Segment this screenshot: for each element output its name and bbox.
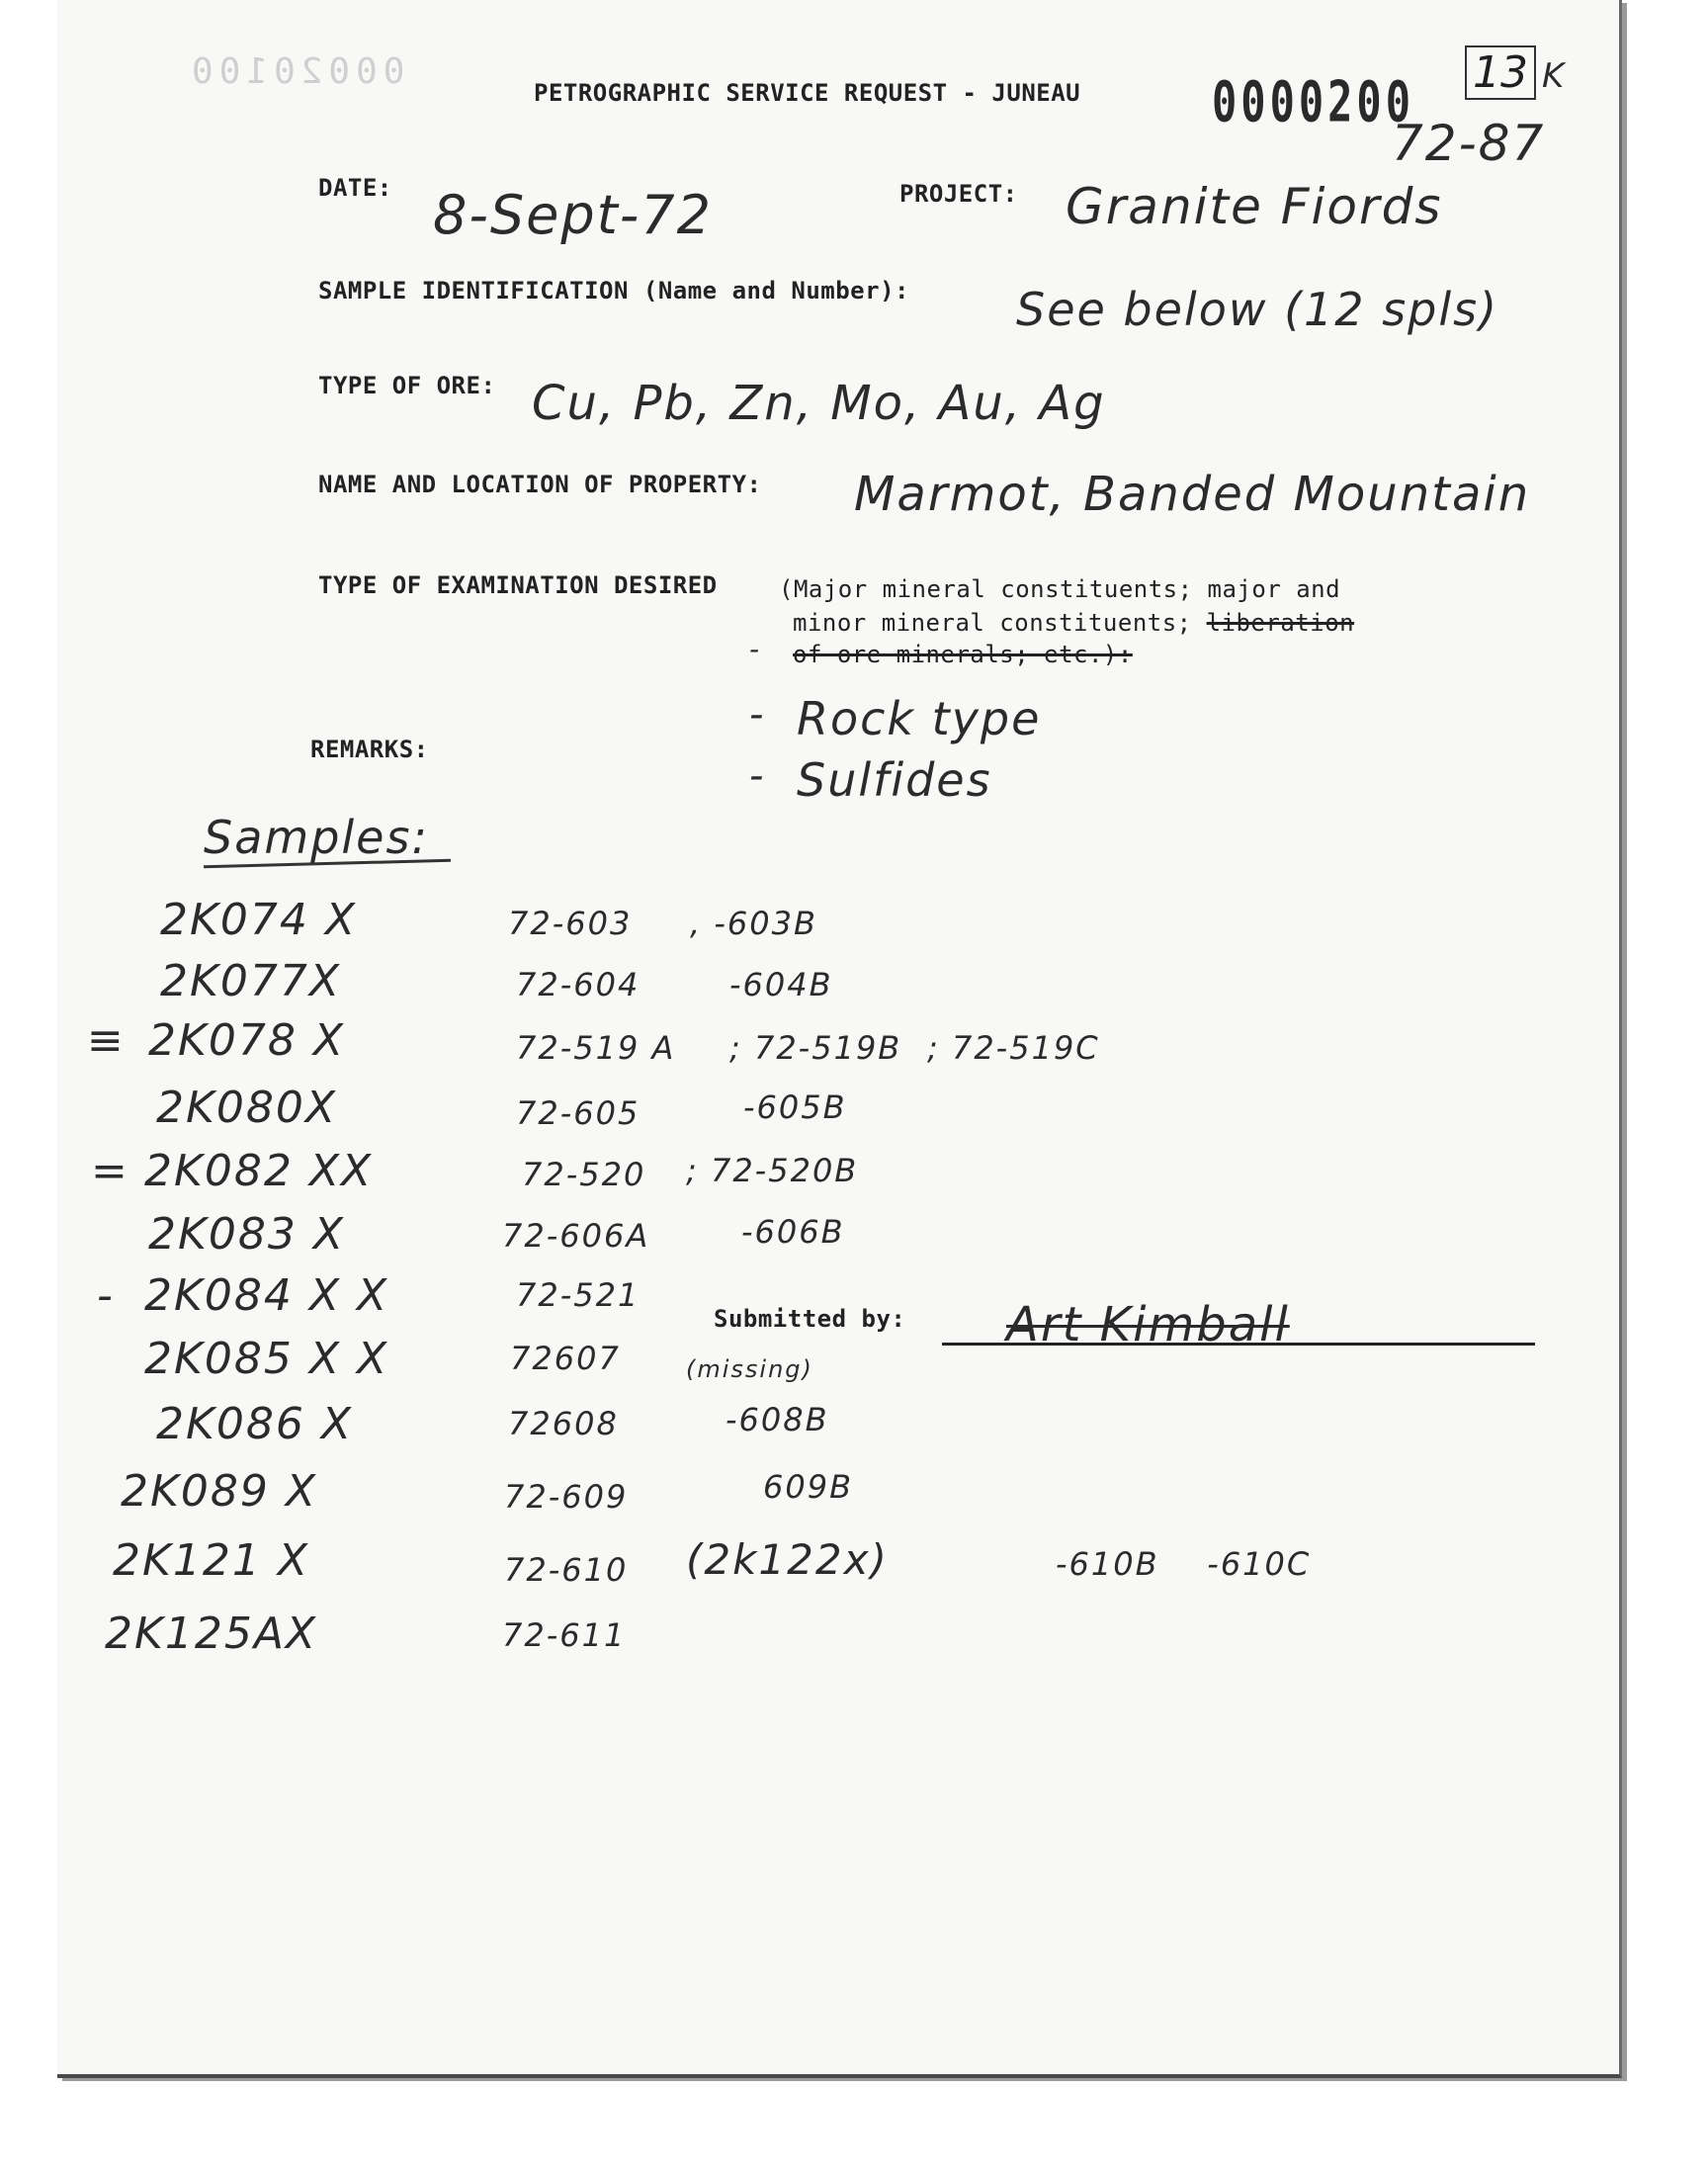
list-item-col1: 72-605 [516, 1094, 640, 1132]
date-value: 8-Sept-72 [433, 184, 713, 246]
list-item-id: 2K082 XX [144, 1146, 374, 1196]
list-item-id: 2K121 X [113, 1535, 309, 1586]
list-item-col1: 72-606A [502, 1217, 650, 1255]
list-item-mark: - [97, 1270, 115, 1321]
exam-options-struck1: liberation [1206, 609, 1355, 637]
property-label: NAME AND LOCATION OF PROPERTY: [318, 471, 762, 498]
exam-options-line2 [793, 609, 1354, 637]
exam-dash-3: - [749, 753, 766, 799]
box-number-stamp [1465, 47, 1566, 98]
box-number: 13 [1465, 45, 1536, 100]
list-item-col1: 72607 [510, 1340, 621, 1377]
exam-dash-1: - [749, 633, 762, 665]
list-item-col1: 72-603 [508, 905, 633, 942]
date-label: DATE: [318, 174, 392, 202]
exam-dash-2: - [749, 692, 766, 738]
list-item-col2: (missing) [686, 1355, 813, 1383]
sample-id-label: SAMPLE IDENTIFICATION (Name and Number): [318, 277, 909, 304]
list-item-id: 2K074 X [160, 895, 357, 945]
exam-label: TYPE OF EXAMINATION DESIRED [318, 571, 718, 599]
list-item-col1: 72-519 A [516, 1029, 676, 1067]
exam-options-struck2: of ore minerals; etc.): [793, 641, 1133, 668]
signature-line [942, 1343, 1535, 1346]
list-item-col1: 72-520 [522, 1156, 646, 1193]
bleed-through-serial: 00020100 [186, 51, 405, 92]
file-number: 72-87 [1392, 115, 1546, 172]
exam-options-line2-text: minor mineral constituents; [793, 609, 1192, 637]
list-item-col2: -608B [726, 1401, 829, 1438]
list-item-id: 2K085 X X [144, 1334, 389, 1384]
list-item-id: 2K084 X X [144, 1270, 389, 1321]
list-item-col2: ; 72-519B [729, 1029, 902, 1067]
serial-number: 0000200 [1212, 69, 1415, 135]
list-item-col1: 72-610 [504, 1551, 629, 1589]
form-title: PETROGRAPHIC SERVICE REQUEST - JUNEAU [534, 79, 1081, 107]
ore-type-label: TYPE OF ORE: [318, 372, 496, 399]
list-item-col2: -605B [743, 1088, 847, 1126]
ore-type-value: Cu, Pb, Zn, Mo, Au, Ag [532, 376, 1106, 431]
list-item-col2: -604B [729, 966, 833, 1003]
submitted-by-signature: Art Kimball [1006, 1297, 1290, 1352]
list-item-id: 2K078 X [148, 1015, 345, 1066]
list-item-col3: ; 72-519C [927, 1029, 1100, 1067]
submitted-by-label: Submitted by: [714, 1305, 906, 1333]
list-item-mark: = [91, 1146, 129, 1196]
list-item-id: 2K086 X [156, 1399, 353, 1449]
list-item-col2: ; 72-520B [686, 1152, 859, 1189]
list-item-col3: -610B -610C [1056, 1545, 1312, 1583]
list-item-col2: 609B [763, 1468, 854, 1506]
property-value: Marmot, Banded Mountain [854, 467, 1531, 522]
list-item-id: 2K080X [156, 1083, 337, 1133]
list-item-id: 2K077X [160, 956, 341, 1006]
samples-heading: Samples: [204, 811, 429, 864]
list-item-col2: (2k122x) [686, 1535, 889, 1584]
list-item-mark: ≡ [87, 1015, 126, 1066]
list-item-id: 2K083 X [148, 1209, 345, 1260]
sample-id-value: See below (12 spls) [1016, 283, 1499, 336]
list-item-id: 2K125AX [105, 1609, 318, 1659]
document-page [57, 0, 1622, 2078]
list-item-col1: 72-604 [516, 966, 640, 1003]
list-item-col1: 72-611 [502, 1616, 627, 1654]
list-item-col1: 72608 [508, 1405, 619, 1442]
list-item-col1: 72-609 [504, 1478, 629, 1516]
project-label: PROJECT: [899, 180, 1018, 208]
exam-value-sulfides: Sulfides [797, 753, 992, 807]
exam-options-line1: (Major mineral constituents; major and [779, 575, 1341, 603]
list-item-id: 2K089 X [121, 1466, 317, 1517]
list-item-col1: 72-521 [516, 1276, 640, 1314]
list-item-col2: -606B [741, 1213, 845, 1251]
list-item-col2: , -603B [690, 905, 817, 942]
box-suffix: K [1542, 56, 1567, 96]
remarks-label: REMARKS: [310, 736, 429, 763]
exam-value-rock-type: Rock type [797, 692, 1042, 745]
project-value: Granite Fiords [1066, 178, 1443, 235]
